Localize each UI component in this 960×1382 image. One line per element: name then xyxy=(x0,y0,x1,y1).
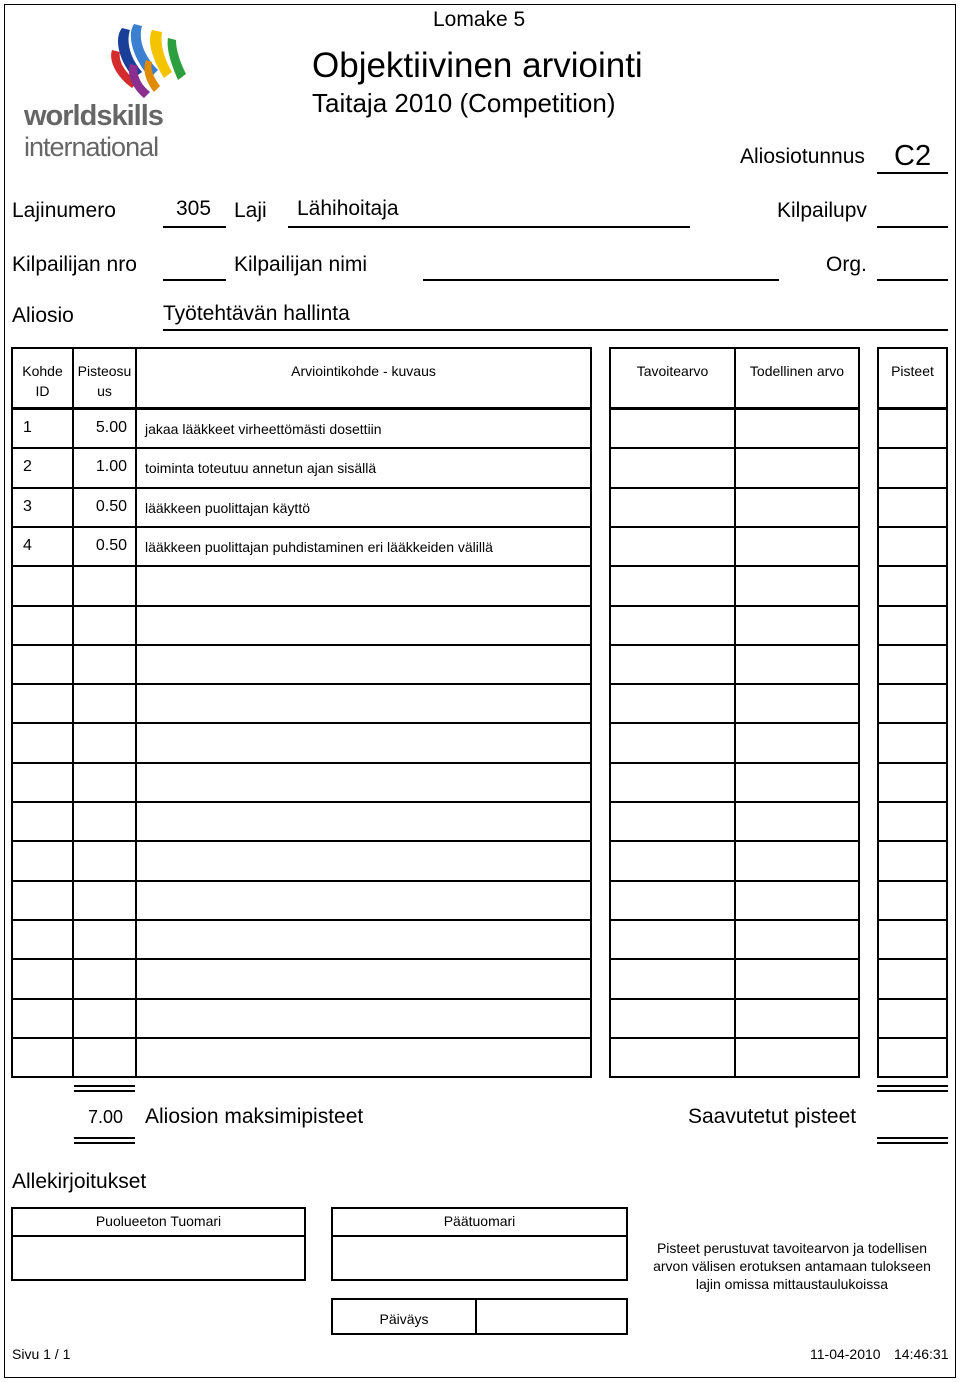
cell-marks xyxy=(72,958,137,1000)
cell-item-id xyxy=(11,408,74,449)
cell-actual[interactable] xyxy=(734,605,860,646)
points-total-bottom-rule-2 xyxy=(877,1142,948,1144)
signatures-heading: Allekirjoitukset xyxy=(12,1170,147,1193)
marks-total-bottom-rule-1 xyxy=(74,1137,135,1139)
header-points: Pisteet xyxy=(891,363,934,379)
marks-total-rule-1 xyxy=(74,1085,135,1087)
cell-actual[interactable] xyxy=(734,565,860,607)
cell-actual[interactable] xyxy=(734,722,860,764)
cell-description xyxy=(135,487,592,528)
competitor-name-underline xyxy=(423,279,779,281)
cell-points[interactable] xyxy=(877,998,948,1039)
cell-points[interactable] xyxy=(877,1037,948,1078)
org-label: Org. xyxy=(826,253,867,276)
cell-actual[interactable] xyxy=(734,408,860,449)
cell-marks xyxy=(72,605,137,646)
cell-actual[interactable] xyxy=(734,683,860,724)
cell-item-id xyxy=(11,958,74,1000)
skill-label: Laji xyxy=(234,199,267,222)
page-subtitle: Taitaja 2010 (Competition) xyxy=(312,88,616,118)
cell-target[interactable] xyxy=(609,998,736,1039)
cell-points[interactable] xyxy=(877,801,948,842)
cell-marks xyxy=(72,722,137,764)
cell-points[interactable] xyxy=(877,487,948,528)
cell-target[interactable] xyxy=(609,526,736,567)
header-cell-marks xyxy=(72,347,137,409)
header-cell-points xyxy=(877,347,948,409)
skill-value[interactable]: Lähihoitaja xyxy=(297,197,399,220)
cell-item-id xyxy=(11,1037,74,1078)
cell-marks-text: 5.00 xyxy=(95,419,127,436)
worldskills-logo xyxy=(22,20,192,170)
chief-judge-label: Päätuomari xyxy=(443,1213,516,1229)
chief-judge-header xyxy=(331,1207,628,1237)
subcategory-value[interactable]: Työtehtävän hallinta xyxy=(163,302,350,325)
skill-number-value[interactable]: 305 xyxy=(176,197,212,220)
cell-item-id xyxy=(11,565,74,607)
cell-item-id-text: 1 xyxy=(23,419,32,436)
cell-actual[interactable] xyxy=(734,1037,860,1078)
cell-target[interactable] xyxy=(609,565,736,607)
cell-marks xyxy=(72,487,137,528)
max-points-value: 7.00 xyxy=(88,1107,124,1127)
cell-points[interactable] xyxy=(877,880,948,921)
cell-description xyxy=(135,801,592,842)
cell-marks xyxy=(72,880,137,921)
cell-target[interactable] xyxy=(609,762,736,803)
points-total-rule-1 xyxy=(877,1085,948,1087)
footer-date: 11-04-2010 xyxy=(810,1346,881,1362)
subcategory-label: Aliosio xyxy=(12,304,74,327)
cell-item-id xyxy=(11,644,74,685)
cell-marks xyxy=(72,408,137,449)
cell-points[interactable] xyxy=(877,526,948,567)
cell-target[interactable] xyxy=(609,408,736,449)
cell-points[interactable] xyxy=(877,762,948,803)
header-marks-line1: Pisteosu xyxy=(77,363,132,379)
cell-description xyxy=(135,565,592,607)
cell-description xyxy=(135,644,592,685)
cell-actual[interactable] xyxy=(734,958,860,1000)
cell-target[interactable] xyxy=(609,722,736,764)
cell-description xyxy=(135,1037,592,1078)
cell-description-text: jakaa lääkkeet virheettömästi dosettiin xyxy=(145,421,382,437)
cell-description xyxy=(135,526,592,567)
header-actual: Todellinen arvo xyxy=(749,363,845,379)
impartial-judge-label: Puolueeton Tuomari xyxy=(95,1213,222,1229)
cell-points[interactable] xyxy=(877,958,948,1000)
form-number: Lomake 5 xyxy=(433,8,526,31)
cell-item-id xyxy=(11,880,74,921)
cell-marks xyxy=(72,998,137,1039)
cell-marks xyxy=(72,447,137,489)
cell-points[interactable] xyxy=(877,605,948,646)
header-target: Tavoitearvo xyxy=(636,363,709,379)
scoring-note-line1: Pisteet perustuvat tavoitearvon ja todellisen xyxy=(656,1240,928,1256)
cell-marks-text: 1.00 xyxy=(95,458,127,475)
skill-underline xyxy=(288,226,690,228)
cell-item-id-text: 4 xyxy=(23,537,32,554)
scoring-note-line2: arvon välisen erotuksen antamaan tulokseen xyxy=(653,1258,931,1274)
cell-description-text: lääkkeen puolittajan puhdistaminen eri lääkkeiden välillä xyxy=(145,539,493,555)
subcategory-code-value[interactable]: C2 xyxy=(894,140,932,172)
chief-judge-signature-box[interactable] xyxy=(331,1235,628,1281)
achieved-points-label: Saavutetut pisteet xyxy=(688,1105,857,1128)
page-title: Objektiivinen arviointi xyxy=(312,46,643,85)
header-cell-item-id xyxy=(11,347,74,409)
cell-description-text: lääkkeen puolittajan käyttö xyxy=(145,500,310,516)
cell-description xyxy=(135,683,592,724)
cell-target[interactable] xyxy=(609,919,736,960)
competitor-name-label: Kilpailijan nimi xyxy=(234,253,368,276)
header-description: Arviointikohde - kuvaus xyxy=(291,363,436,379)
footer-time: 14:46:31 xyxy=(894,1346,949,1362)
competitor-number-label: Kilpailijan nro xyxy=(12,253,137,276)
scoring-note-line3: lajin omissa mittaustaulukoissa xyxy=(695,1276,889,1292)
cell-target[interactable] xyxy=(609,880,736,921)
cell-description xyxy=(135,605,592,646)
logo-text-international: international xyxy=(24,132,159,162)
cell-target[interactable] xyxy=(609,447,736,489)
cell-marks xyxy=(72,565,137,607)
logo-text-worldskills: worldskills xyxy=(24,100,163,132)
header-item-id-line1: Kohde xyxy=(22,363,63,379)
cell-actual[interactable] xyxy=(734,526,860,567)
cell-item-id xyxy=(11,526,74,567)
cell-actual[interactable] xyxy=(734,919,860,960)
cell-marks xyxy=(72,526,137,567)
cell-item-id xyxy=(11,762,74,803)
subcategory-underline xyxy=(163,329,948,331)
cell-marks xyxy=(72,801,137,842)
cell-item-id xyxy=(11,605,74,646)
impartial-judge-signature-box[interactable] xyxy=(11,1235,306,1281)
cell-points[interactable] xyxy=(877,565,948,607)
subcategory-code-label: Aliosiotunnus xyxy=(740,145,865,168)
header-cell-target xyxy=(609,347,736,409)
competition-date-label: Kilpailupv xyxy=(777,199,867,222)
cell-marks xyxy=(72,644,137,685)
cell-description xyxy=(135,447,592,489)
header-item-id-line2: ID xyxy=(35,383,50,399)
cell-item-id xyxy=(11,447,74,489)
cell-description xyxy=(135,762,592,803)
cell-target[interactable] xyxy=(609,958,736,1000)
cell-actual[interactable] xyxy=(734,801,860,842)
cell-actual[interactable] xyxy=(734,487,860,528)
cell-points[interactable] xyxy=(877,722,948,764)
skill-number-underline xyxy=(163,226,226,228)
cell-marks xyxy=(72,1037,137,1078)
header-marks-line2: us xyxy=(97,383,112,399)
cell-item-id xyxy=(11,919,74,960)
cell-target[interactable] xyxy=(609,644,736,685)
cell-marks-text: 0.50 xyxy=(95,537,127,554)
cell-target[interactable] xyxy=(609,1037,736,1078)
cell-description xyxy=(135,408,592,449)
subcategory-code-underline xyxy=(877,172,948,174)
marks-total-bottom-rule-2 xyxy=(74,1142,135,1144)
date-label: Päiväys xyxy=(379,1311,429,1327)
cell-description xyxy=(135,880,592,921)
date-value-box[interactable] xyxy=(475,1298,628,1335)
competition-date-underline xyxy=(877,226,948,228)
cell-target[interactable] xyxy=(609,605,736,646)
cell-marks xyxy=(72,919,137,960)
cell-points[interactable] xyxy=(877,447,948,489)
cell-item-id-text: 2 xyxy=(23,458,32,475)
cell-actual[interactable] xyxy=(734,447,860,489)
cell-target[interactable] xyxy=(609,840,736,882)
cell-marks xyxy=(72,683,137,724)
cell-points[interactable] xyxy=(877,919,948,960)
org-underline xyxy=(877,279,948,281)
cell-marks-text: 0.50 xyxy=(95,498,127,515)
cell-actual[interactable] xyxy=(734,644,860,685)
cell-points[interactable] xyxy=(877,840,948,882)
cell-description-text: toiminta toteutuu annetun ajan sisällä xyxy=(145,460,377,476)
marks-total-rule-2 xyxy=(74,1090,135,1092)
header-cell-description xyxy=(135,347,592,409)
points-total-bottom-rule-1 xyxy=(877,1137,948,1139)
cell-points[interactable] xyxy=(877,644,948,685)
cell-points[interactable] xyxy=(877,408,948,449)
cell-item-id xyxy=(11,722,74,764)
header-cell-actual xyxy=(734,347,860,409)
cell-marks xyxy=(72,762,137,803)
cell-item-id xyxy=(11,840,74,882)
cell-description xyxy=(135,722,592,764)
cell-description xyxy=(135,998,592,1039)
cell-item-id-text: 3 xyxy=(23,498,32,515)
cell-item-id xyxy=(11,683,74,724)
cell-description xyxy=(135,958,592,1000)
page-number: Sivu 1 / 1 xyxy=(12,1346,71,1362)
points-total-rule-2 xyxy=(877,1090,948,1092)
cell-actual[interactable] xyxy=(734,880,860,921)
cell-item-id xyxy=(11,998,74,1039)
cell-actual[interactable] xyxy=(734,840,860,882)
cell-target[interactable] xyxy=(609,683,736,724)
impartial-judge-header xyxy=(11,1207,306,1237)
cell-actual[interactable] xyxy=(734,998,860,1039)
max-points-label: Aliosion maksimipisteet xyxy=(145,1105,364,1128)
cell-item-id xyxy=(11,801,74,842)
competitor-number-underline xyxy=(163,279,226,281)
cell-marks xyxy=(72,840,137,882)
cell-target[interactable] xyxy=(609,487,736,528)
skill-number-label: Lajinumero xyxy=(12,199,116,222)
cell-actual[interactable] xyxy=(734,762,860,803)
cell-description xyxy=(135,919,592,960)
cell-item-id xyxy=(11,487,74,528)
date-label-box xyxy=(331,1298,477,1335)
cell-description xyxy=(135,840,592,882)
cell-target[interactable] xyxy=(609,801,736,842)
cell-points[interactable] xyxy=(877,683,948,724)
